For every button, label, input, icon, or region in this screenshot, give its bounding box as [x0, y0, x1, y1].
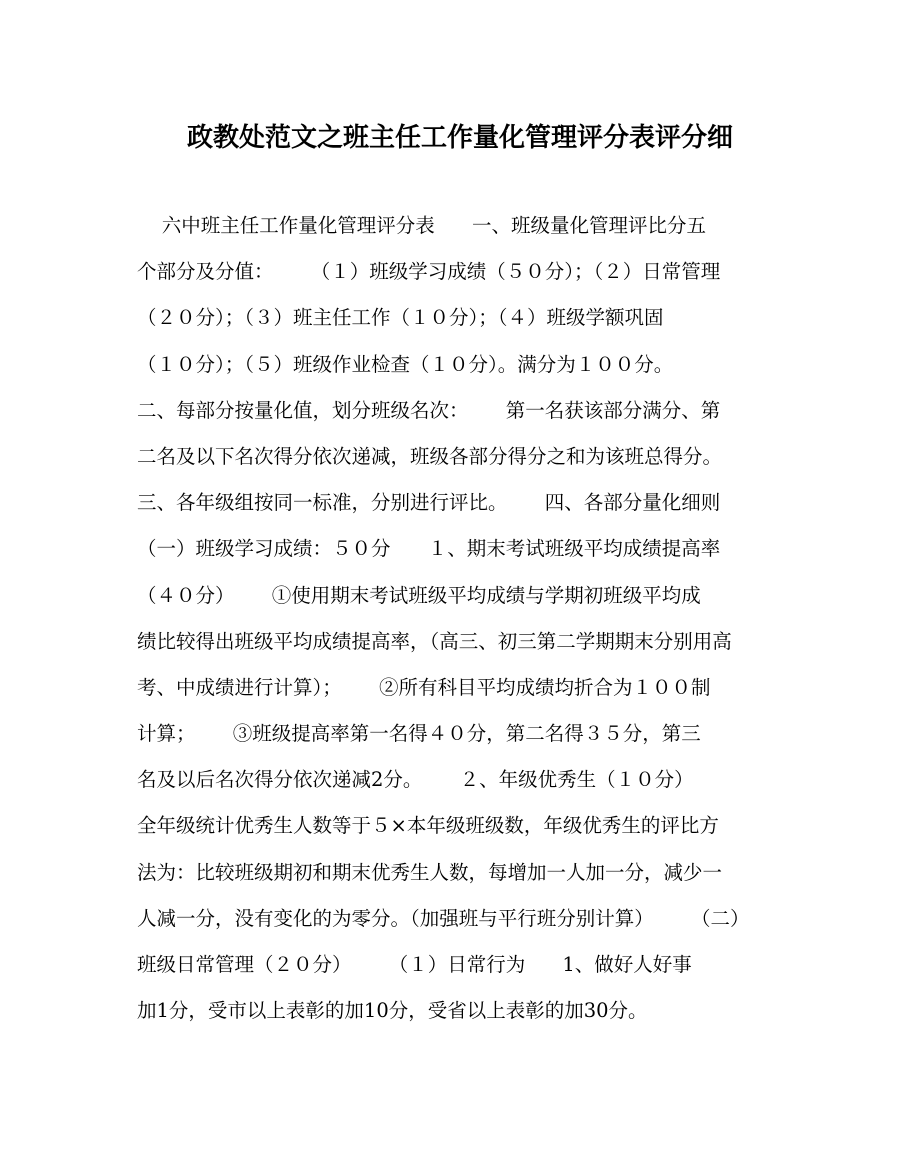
body-line: （２０分）；（３）班主任工作（１０分）；（４）班级学额巩固: [137, 306, 664, 330]
document-body: [137, 203, 797, 1034]
body-line: 全年级统计优秀生人数等于５×本年级班级数，年级优秀生的评比方: [137, 814, 719, 838]
body-line: 计算； ③班级提高率第一名得４０分，第二名得３５分，第三: [137, 722, 701, 746]
body-line: 个部分及分值： （１）班级学习成绩（５０分）；（２）日常管理: [137, 260, 721, 284]
body-line: 二、每部分按量化值，划分班级名次： 第一名获该部分满分、第: [137, 398, 721, 422]
body-line: 三、各年级组按同一标准，分别进行评比。 四、各部分量化细则: [137, 491, 721, 515]
body-line: 加1分，受市以上表彰的加10分，受省以上表彰的加30分。: [137, 999, 648, 1023]
body-line: 二名及以下名次得分依次递减，班级各部分得分之和为该班总得分。: [137, 444, 723, 468]
body-line: 六中班主任工作量化管理评分表 一、班级量化管理评比分五: [137, 214, 706, 237]
body-line: 名及以后名次得分依次递减2分。 ２、年级优秀生（１０分）: [137, 768, 694, 792]
body-line: （一）班级学习成绩：５０分 １、期末考试班级平均成绩提高率: [137, 537, 721, 561]
document-title: 政教处范文之班主任工作量化管理评分表评分细: [186, 123, 733, 153]
body-line: 考、中成绩进行计算）； ②所有科目平均成绩均折合为１００制: [137, 675, 711, 699]
body-line: 绩比较得出班级平均成绩提高率，（高三、初三第二学期期末分别用高: [137, 629, 732, 653]
body-line: 法为：比较班级期初和期末优秀生人数，每增加一人加一分，减少一: [137, 860, 723, 884]
body-line: 班级日常管理（２０分） （１）日常行为 1、做好人好事: [137, 953, 692, 976]
body-line: （１０分）；（５）班级作业检查（１０分）。满分为１００分。: [137, 352, 674, 376]
body-line: 人减一分，没有变化的为零分。（加强班与平行班分别计算） （二）: [137, 906, 750, 930]
body-line: （４０分） ①使用期末考试班级平均成绩与学期初班级平均成: [137, 583, 701, 607]
